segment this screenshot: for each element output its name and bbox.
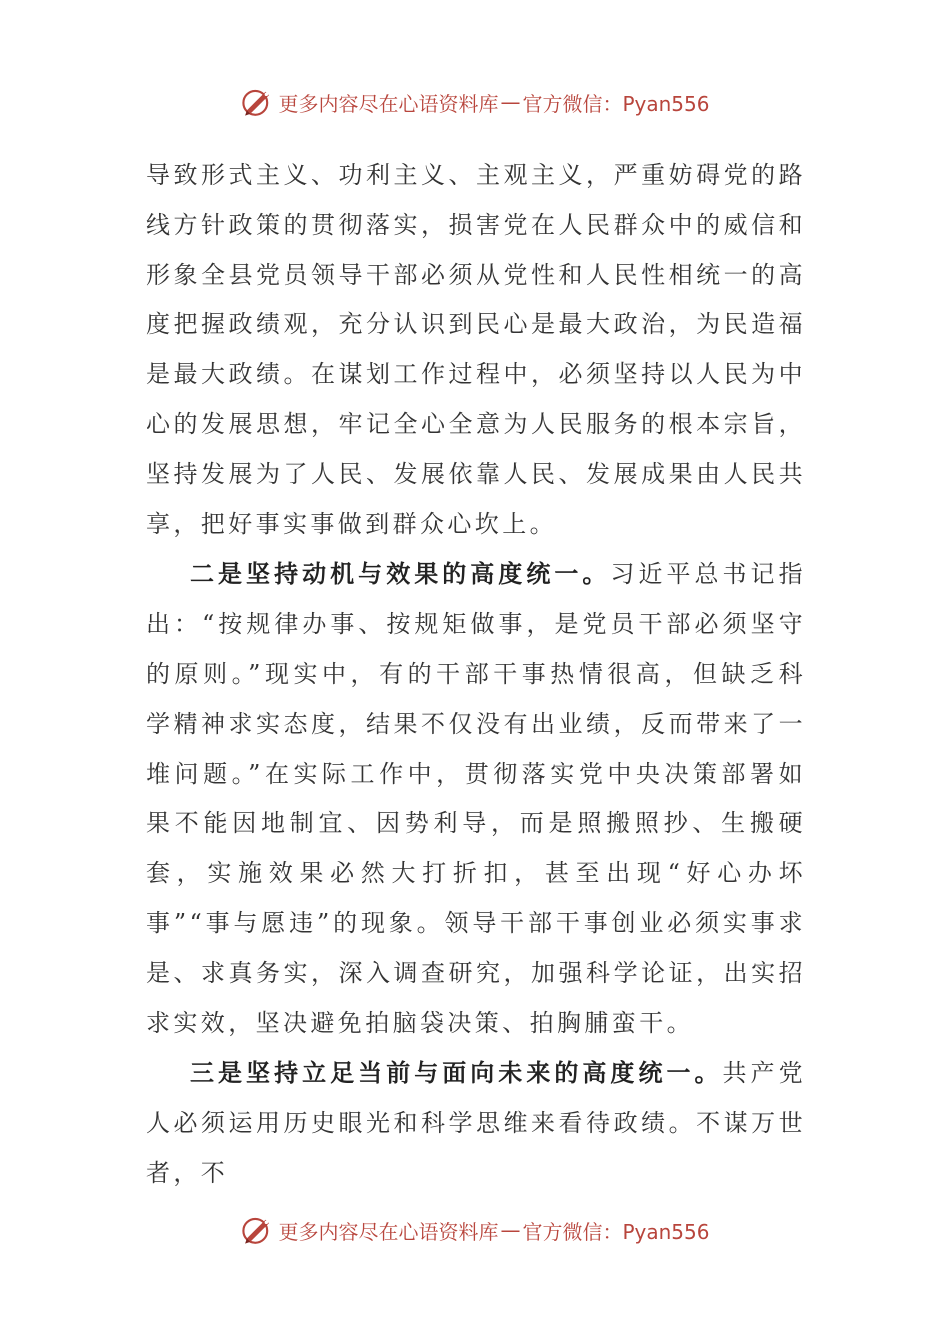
pen-logo-icon (240, 85, 274, 119)
paragraph-1-text: 导致形式主义、功利主义、主观主义，严重妨碍党的路线方针政策的贯彻落实，损害党在人民群众中的威信和形象全县党员领导干部必须从党性和人民性相统一的高度把握政绩观，充分认识到民心是最大政治，为民造福是最大政绩。在谋划工作过程中，必须坚持以人民为中心的发展思想，牢记全心全意为人民服务的根本宗旨，坚持发展为了人民、发展依靠人民、发展成果由人民共享，把好事实事做到群众心坎上。 (146, 161, 806, 538)
footer-dash: — (500, 1218, 521, 1242)
header-dash: — (500, 90, 521, 114)
paragraph-3-lead: 三是坚持立足当前与面向未来的高度统一。 (190, 1058, 723, 1088)
footer-site-text: 更多内容尽在心语资料库 (278, 1219, 499, 1244)
paragraph-1 (146, 150, 806, 549)
paragraph-3-text: 共产党人必须运用历史眼光和科学思维来看待政绩。不谋万世者，不 (146, 1059, 806, 1187)
document-body (146, 150, 806, 1199)
pen-logo-icon (240, 1213, 274, 1247)
paragraph-3 (146, 1048, 806, 1198)
header-banner (0, 82, 950, 122)
header-wechat-text: 官方微信：Pyan556 (522, 91, 710, 116)
paragraph-2-lead: 二是坚持动机与效果的高度统一。 (190, 559, 611, 589)
paragraph-2 (146, 549, 806, 1048)
header-site-text: 更多内容尽在心语资料库 (278, 91, 499, 116)
footer-wechat-text: 官方微信：Pyan556 (522, 1219, 710, 1244)
footer-banner (0, 1210, 950, 1250)
paragraph-2-text: 习近平总书记指出：“按规律办事、按规矩做事，是党员干部必须坚守的原则。”现实中，有的干部干事热情很高，但缺乏科学精神求实态度，结果不仅没有出业绩，反而带来了一堆问题。”在实际工作中，贯彻落实党中央决策部署如果不能因地制宜、因势利导，而是照搬照抄、生搬硬套，实施效果必然大打折扣，甚至出现“好心办坏事”“事与愿违”的现象。领导干部干事创业必须实事求是、求真务实，深入调查研究，加强科学论证，出实招求实效，坚决避免拍脑袋决策、拍胸脯蛮干。 (146, 560, 806, 1037)
